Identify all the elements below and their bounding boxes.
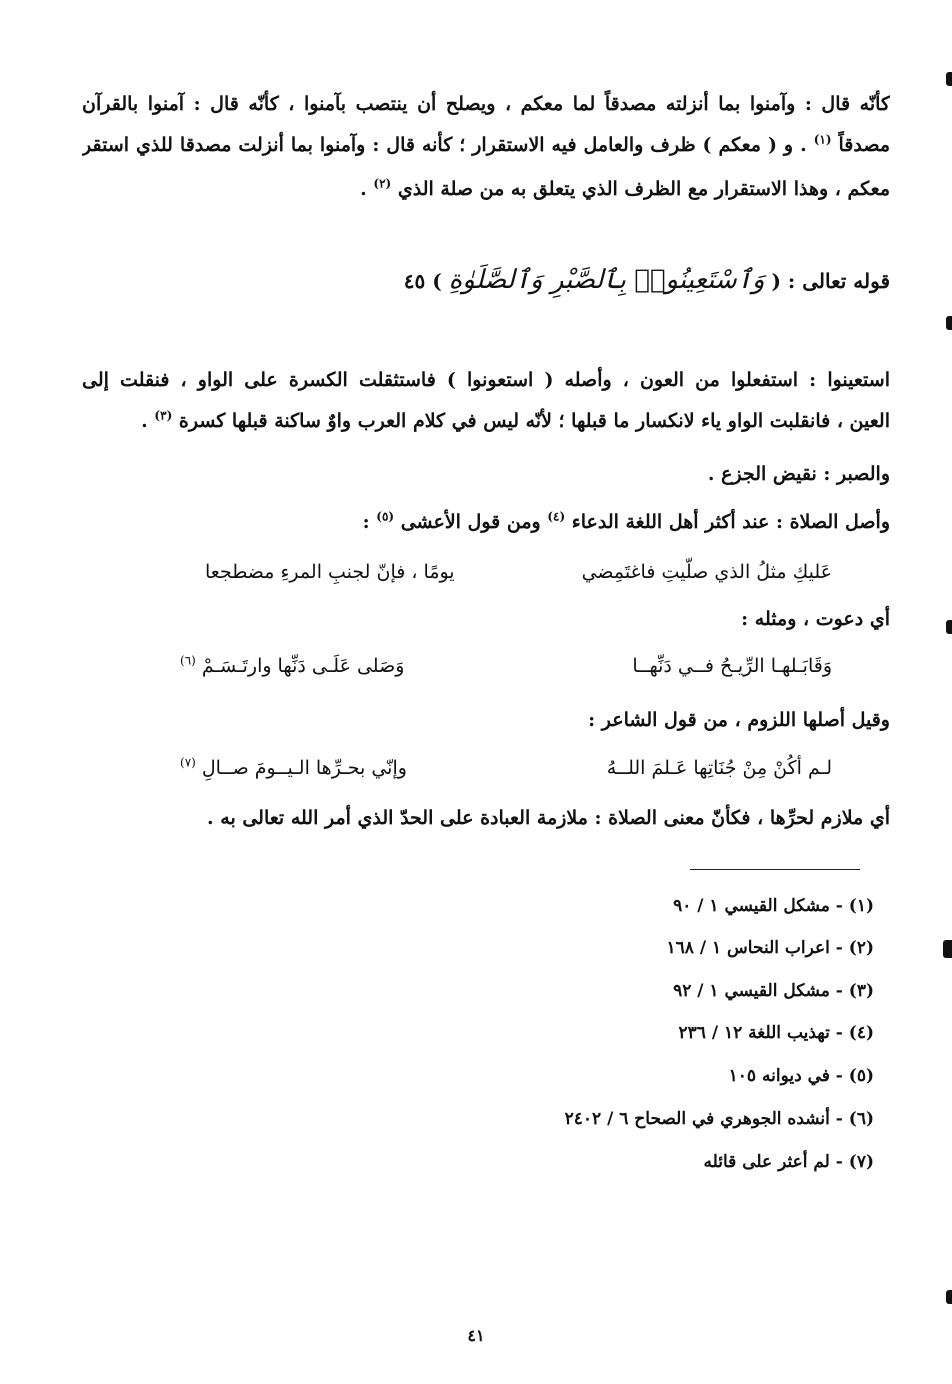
paragraph-4-text: ومن قول الأعشى [400,511,541,533]
poem-3-second-text: وإنّي بحـرِّها الـيــومَ صــالِ [201,757,407,779]
scan-edge-mark [946,72,952,86]
paragraph-1-text: معكم ، وهذا الاستقرار مع الظرف الذي يتعلق به من صلة الذي [397,178,890,200]
footnote-ref-3: (٣) [154,408,173,423]
footnote-separator [690,869,860,870]
paragraph-1-line-2 [82,131,890,159]
quranic-verse: وَٱسْتَعِينُوا۟ بِٱلصَّبْرِ وَٱلصَّلَوٰةِ [448,265,765,295]
footnote-1: (١) - مشكل القيسي ١ / ٩٠ [673,896,874,916]
verse-number: ) ٤٥ [403,269,442,293]
footnote-ref-2: (٢) [373,176,392,191]
paragraph-2-line-1: استعينوا : استفعلوا من العون ، وأصله ( استعونوا ) فاستثقلت الكسرة على الواو ، فنقلت إلى [82,369,890,391]
footnote-ref-7: (٧) [180,755,196,770]
verse-heading [82,262,890,299]
poem-2-second-hemistich [180,652,404,680]
paragraph-1-text: مصدقاً [838,134,890,156]
footnote-ref-6: (٦) [180,653,196,668]
paragraph-2-text: . [141,410,148,432]
poem-line-2 [180,652,832,680]
footnote-ref-5: (٥) [376,509,395,524]
verse-intro: قوله تعالى : ( [771,269,890,293]
paragraph-1-line-3 [82,175,890,203]
poem-2-second-text: وَصَلى عَلَـى دَنِّها وارتَـسَـمْ [201,655,405,677]
footnote-ref-4: (٤) [547,509,566,524]
poem-3-second-hemistich [180,754,407,782]
footnote-ref-1: (١) [813,132,832,147]
paragraph-4 [82,508,890,536]
paragraph-3: والصبر : نقيض الجزع . [707,463,890,485]
footnote-4: (٤) - تهذيب اللغة ١٢ / ٢٣٦ [678,1023,874,1043]
footnote-5: (٥) - في ديوانه ١٠٥ [728,1066,874,1086]
poem-2-first-hemistich: وَقَابَـلهـا الرِّيـحُ فــي دَنِّهــا [632,655,832,677]
footnote-3: (٣) - مشكل القيسي ١ / ٩٢ [673,981,874,1001]
paragraph-4-text: وأصل الصلاة : عند أكثر أهل اللغة الدعاء [571,511,890,533]
paragraph-2-line-2 [120,407,890,435]
scan-edge-mark [946,620,952,634]
paragraph-4-text: : [362,511,370,533]
scan-edge-mark [946,316,952,330]
paragraph-1-text: . [360,178,367,200]
poem-line-3 [180,754,832,782]
footnote-6: (٦) - أنشده الجوهري في الصحاح ٦ / ٢٤٠٢ [564,1109,874,1129]
poem-3-first-hemistich: لـم أكُنْ مِنْ جُنَاتِها عَـلمَ اللــهُ [606,757,832,779]
paragraph-5: أي دعوت ، ومثله : [741,608,890,630]
paragraph-6: وقيل أصلها اللزوم ، من قول الشاعر : [588,709,890,731]
paragraph-7: أي ملازم لحرِّها ، فكأنّ معنى الصلاة : ملازمة العبادة على الحدّ الذي أمر الله تعالى به . [207,807,890,829]
poem-1-second-hemistich: يومًا ، فإنّ لجنبِ المرءِ مضطجعا [205,561,455,583]
poem-1-first-hemistich: عَليكِ مثلُ الذي صلّيتِ فاغتَمِضي [581,561,832,583]
footnote-7: (٧) - لم أعثر على قائله [703,1152,874,1172]
paragraph-1-line-1: كأنّه قال : وآمنوا بما أنزلته مصدقاً لما معكم ، ويصلح أن ينتصب بآمنوا ، كأنّه قال : آمنوا بالقرآن [82,93,890,115]
poem-line-1 [205,558,832,586]
paragraph-1-text: . و ( معكم ) ظرف والعامل فيه الاستقرار ؛ كأنه قال : وآمنوا بما أنزلت مصدقا للذي استقر [82,134,807,156]
page-number: ٤١ [467,1326,485,1345]
scan-edge-mark [943,940,952,958]
footnote-2: (٢) - اعراب النحاس ١ / ١٦٨ [666,938,874,958]
scan-edge-mark [946,1290,952,1304]
paragraph-2-text: العين ، فانقلبت الواو ياء لانكسار ما قبلها ؛ لأنّه ليس في كلام العرب واوٌ ساكنة قبلها كسرة [178,410,890,432]
